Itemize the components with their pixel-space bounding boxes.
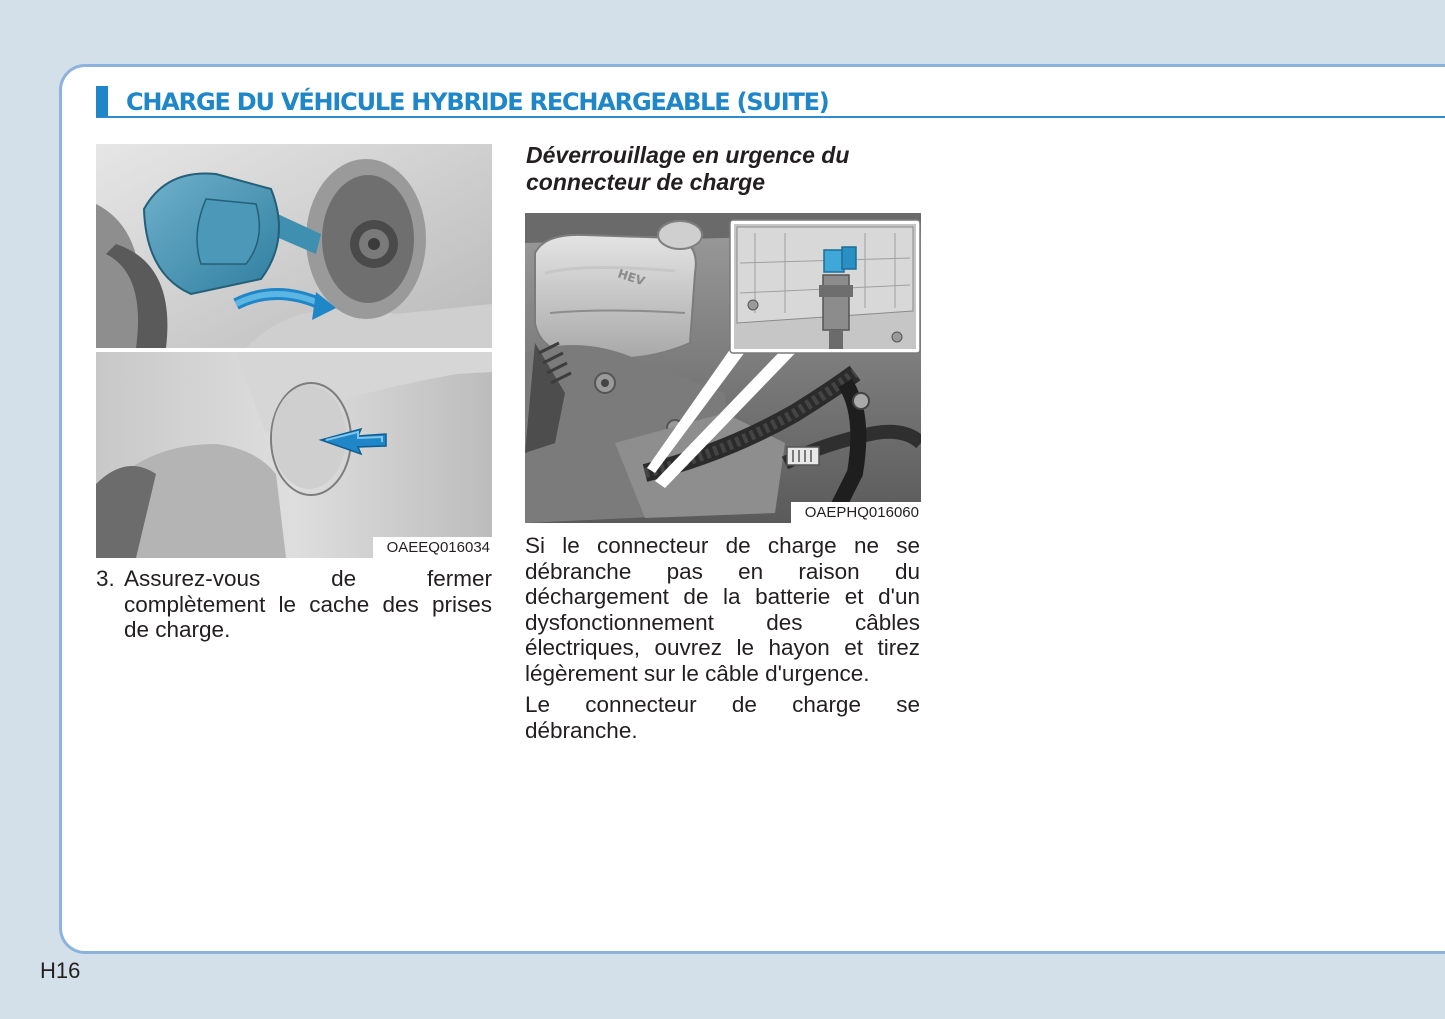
section-header	[96, 86, 1445, 118]
engine-label: HEV	[616, 266, 647, 289]
subheading: Déverrouillage en urgence du connecteur de charge	[526, 142, 850, 195]
page-number: H16	[40, 958, 81, 983]
step-number: 3.	[96, 566, 115, 591]
engine-bay-illustration	[525, 213, 921, 523]
paragraph-2: Le connecteur de charge se débranche.	[525, 692, 920, 743]
title-marker	[96, 86, 108, 117]
step-text: Assurez-vous de fermer complètement le cache des prises de charge.	[124, 566, 492, 642]
step-item	[96, 566, 492, 643]
paragraph-1: Si le connecteur de charge ne se débranche pas en raison du déchargement de la batterie et d'un dysfonctionnement des câbles électriques, ouvrez le hayon et tirez légèrement sur le câble d'urgence.	[525, 533, 920, 686]
figure-code-label: OAEEQ016034	[373, 537, 492, 558]
figure-code-label: OAEPHQ016060	[791, 502, 921, 523]
section-title: CHARGE DU VÉHICULE HYBRIDE RECHARGEABLE (SUITE)	[126, 88, 829, 116]
charging-port-illustration	[96, 144, 492, 558]
charging-port-figure	[96, 144, 492, 558]
engine-bay-figure	[525, 213, 921, 523]
